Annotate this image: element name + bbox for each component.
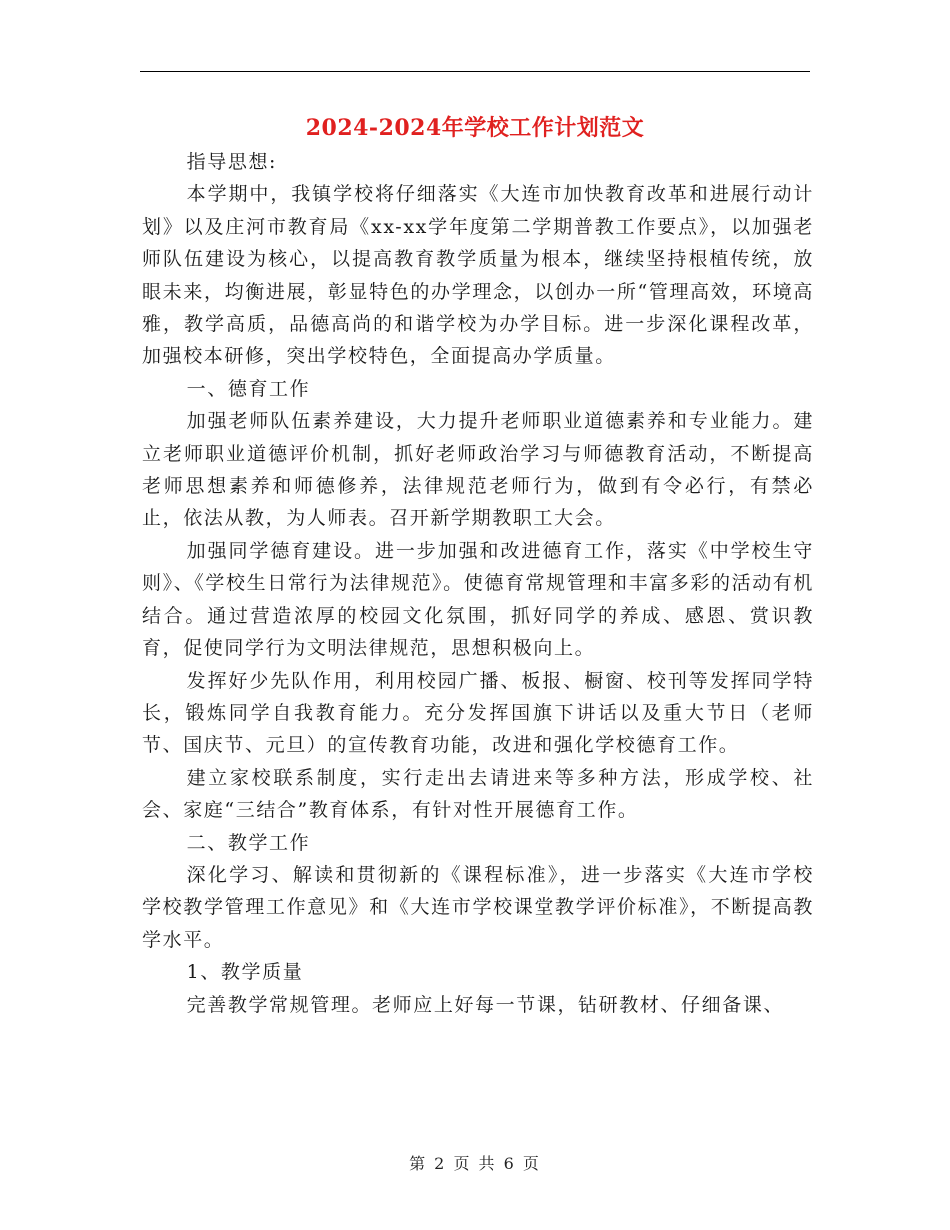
header-rule xyxy=(140,71,810,72)
section-heading-teaching: 二、教学工作 xyxy=(186,831,311,854)
paragraph-curriculum-standards: 深化学习、解读和贯彻新的《课程标准》，进一步落实《大连市学校学校教学管理工作意见》和《大连市学校课堂教学评价标准》，不断提高教学水平。 xyxy=(142,863,814,951)
subheading-teaching-quality: 1、教学质量 xyxy=(186,961,304,984)
paragraph-teacher-quality: 加强老师队伍素养建设，大力提升老师职业道德素养和专业能力。建立老师职业道德评价机制，抓好老师政治学习与师德教育活动，不断提高老师思想素养和师德修养，法律规范老师行为，做到有令必行，有禁必止，依法从教，为人师表。召开新学期教职工大会。 xyxy=(142,410,814,530)
section-heading-moral-education: 一、德育工作 xyxy=(186,377,311,400)
document-body xyxy=(142,146,814,1021)
page-number: 第 2 页 共 6 页 xyxy=(409,1154,541,1173)
paragraph-guiding-thought: 指导思想: xyxy=(186,151,278,173)
document-title: 2024-2024年学校工作计划范文 xyxy=(305,115,645,141)
paragraph-intro: 本学期中，我镇学校将仔细落实《大连市加快教育改革和进展行动计划》以及庄河市教育局《xx-xx学年度第二学期普教工作要点》，以加强老师队伍建设为核心，以提高教育教学质量为根本，继续坚持根植传统，放眼未来，均衡进展，彰显特色的办学理念，以创办一所“管理高效，环境高雅，教学高质，品德高尚的和谐学校为办学目标。进一步深化课程改革，加强校本研修，突出学校特色，全面提高办学质量。 xyxy=(142,183,814,368)
paragraph-young-pioneers: 发挥好少先队作用，利用校园广播、板报、橱窗、校刊等发挥同学特长，锻炼同学自我教育能力。充分发挥国旗下讲话以及重大节日（老师节、国庆节、元旦）的宣传教育功能，改进和强化学校德育工作。 xyxy=(142,669,814,757)
paragraph-student-moral: 加强同学德育建设。进一步加强和改进德育工作，落实《中学校生守则》、《学校生日常行为法律规范》。使德育常规管理和丰富多彩的活动有机结合。通过营造浓厚的校园文化氛围，抓好同学的养成、感恩、赏识教育，促使同学行为文明法律规范，思想积极向上。 xyxy=(142,539,814,660)
paragraph-teaching-routine: 完善教学常规管理。老师应上好每一节课，钻研教材、仔细备课、 xyxy=(186,993,785,1016)
paragraph-home-school: 建立家校联系制度，实行走出去请进来等多种方法，形成学校、社会、家庭“三结合”教育体系，有针对性开展德育工作。 xyxy=(142,766,814,822)
